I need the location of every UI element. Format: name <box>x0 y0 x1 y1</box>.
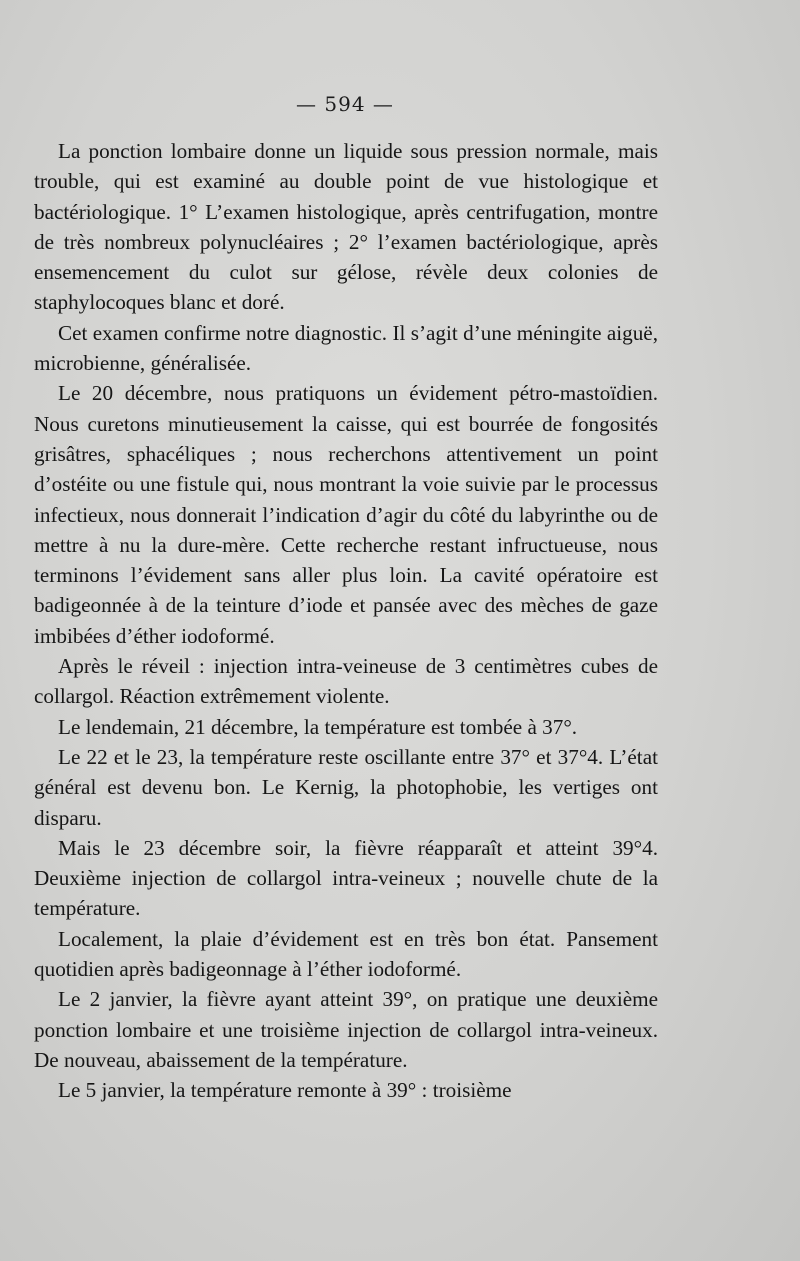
paragraph-surgery: Le 20 décembre, nous pratiquons un évidement pétro-mastoïdien. Nous curetons minutieusement la caisse, qui est bourrée de fongosités grisâtres, sphacéliques ; nous recherchons attentivement un point d’ostéite ou une fistule qui, nous montrant la voie suivie par le processus infectieux, nous donnerait l’indication d’agir du côté du labyrinthe ou de mettre à nu la dure-mère. Cette recherche restant infructueuse, nous terminons l’évidement sans aller plus loin. La cavité opératoire est badigeonnée à de la teinture d’iode et pansée avec des mèches de gaze imbibées d’éther iodoformé. <box>34 381 658 648</box>
paragraph-december-21: Le lendemain, 21 décembre, la température est tombée à 37°. <box>58 714 578 739</box>
paragraph-january-2: Le 2 janvier, la fièvre ayant atteint 39°, on pratique une deuxième ponction lombaire et une troisième injection de collargol intra-veineux. De nouveau, abaissement de la température. <box>34 987 658 1072</box>
paragraph-second-injection: Mais le 23 décembre soir, la fièvre réapparaît et atteint 39°4. Deuxième injection de collargol intra-veineux ; nouvelle chute de la température. <box>34 835 658 921</box>
paragraph-december-22-23: Le 22 et le 23, la température reste oscillante entre 37° et 37°4. L’état général est devenu bon. Le Kernig, la photophobie, les vertiges ont disparu. <box>34 744 658 830</box>
paragraph-diagnosis: Cet examen confirme notre diagnostic. Il s’agit d’une méningite aiguë, microbienne, généralisée. <box>34 320 658 376</box>
page-number: — 594 — <box>296 92 394 116</box>
body-text <box>34 136 658 1106</box>
paragraph-local-care: Localement, la plaie d’évidement est en très bon état. Pansement quotidien après badigeonnage à l’éther iodoformé. <box>34 926 658 982</box>
paragraph-january-5: Le 5 janvier, la température remonte à 39° : troisième <box>58 1078 512 1103</box>
paragraph-first-injection: Après le réveil : injection intra-veineuse de 3 centimètres cubes de collargol. Réaction extrêmement violente. <box>34 654 658 709</box>
paragraph-lumbar-puncture: La ponction lombaire donne un liquide sous pression normale, mais trouble, qui est examiné au double point de vue histologique et bactériologique. 1° L’examen histologique, après centrifugation, montre de très nombreux polynucléaires ; 2° l’examen bactériologique, après ensemencement du culot sur gélose, révèle deux colonies de staphylocoques blanc et doré. <box>34 139 658 315</box>
